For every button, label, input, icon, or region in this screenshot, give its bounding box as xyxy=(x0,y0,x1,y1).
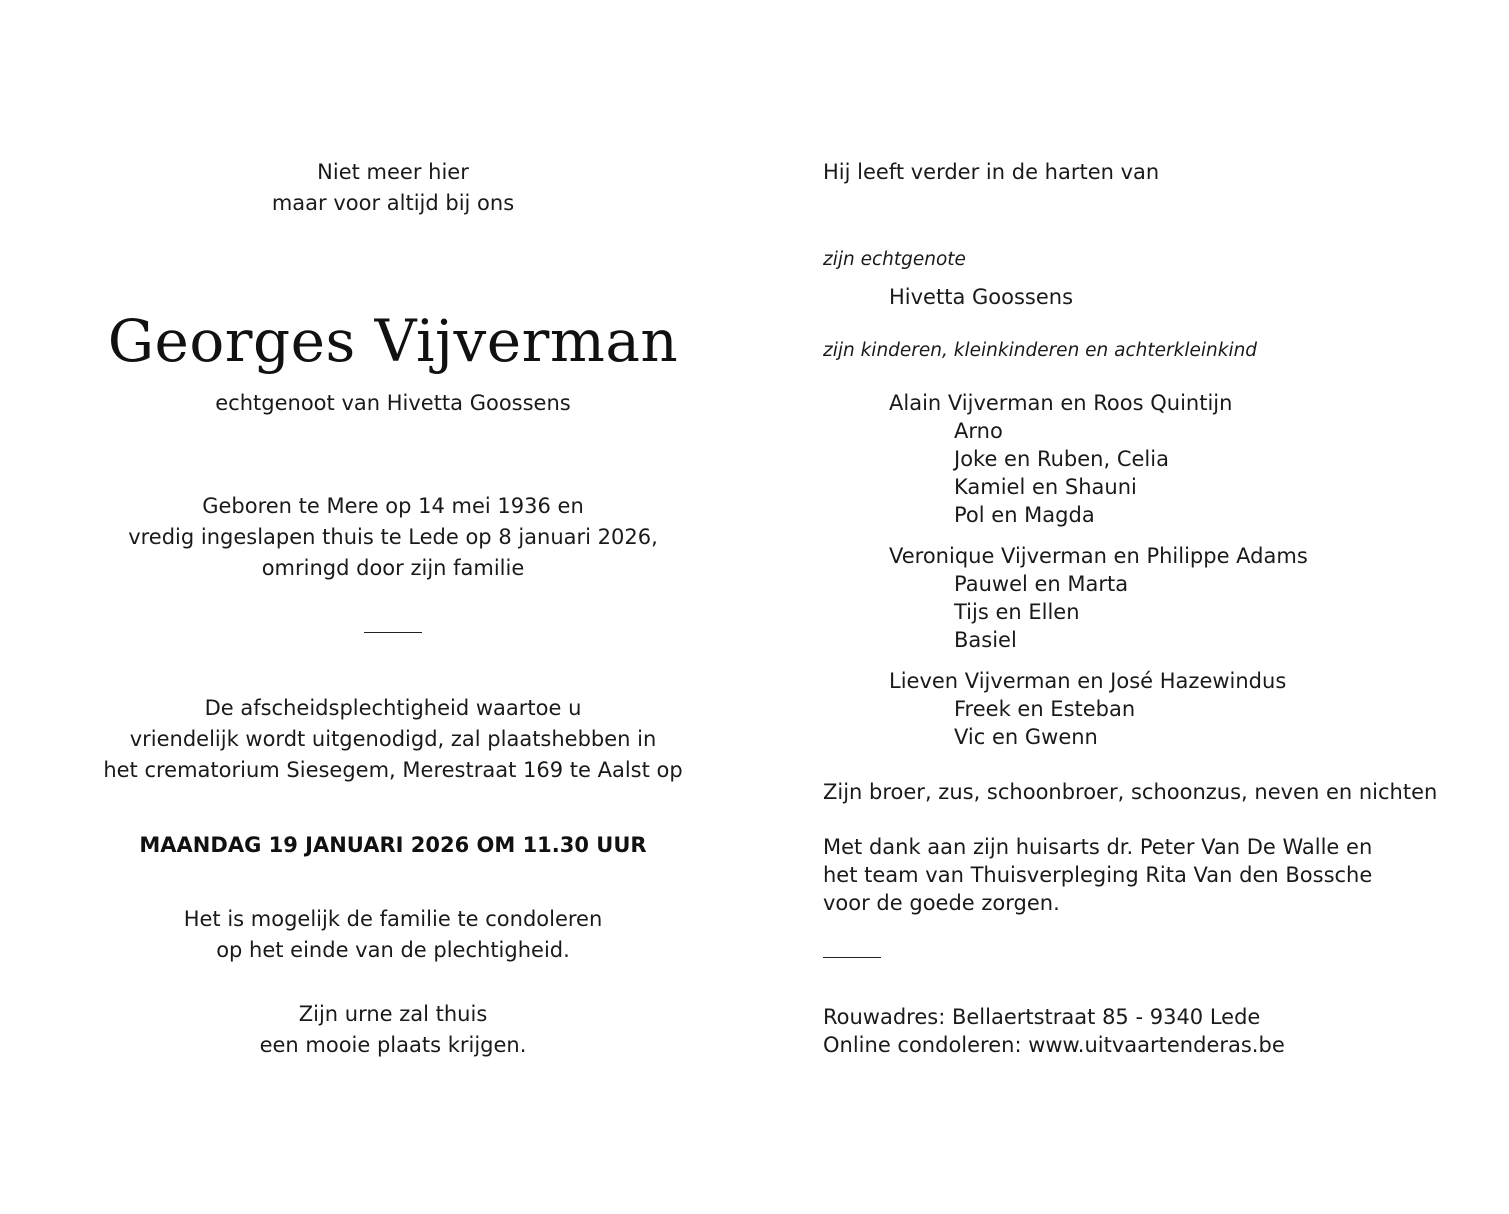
service-date: MAANDAG 19 JANUARI 2026 OM 11.30 UUR xyxy=(139,833,647,857)
urn-line-2: een mooie plaats krijgen. xyxy=(259,1033,527,1057)
family-3-parents: Lieven Vijverman en José Hazewindus xyxy=(889,669,1287,693)
family-3-child: Vic en Gwenn xyxy=(954,725,1098,749)
spouse-line: echtgenoot van Hivetta Goossens xyxy=(215,391,571,415)
family-1-child: Kamiel en Shauni xyxy=(954,475,1137,499)
birth-line-2: vredig ingeslapen thuis te Lede op 8 januari 2026, xyxy=(128,525,658,549)
invitation-line-1: De afscheidsplechtigheid waartoe u xyxy=(204,696,582,720)
online-condolence-link: Online condoleren: www.uitvaartenderas.be xyxy=(823,1033,1285,1057)
invitation-line-3: het crematorium Siesegem, Merestraat 169 te Aalst op xyxy=(103,758,683,782)
family-1-child: Arno xyxy=(954,419,1003,443)
deceased-name: Georges Vijverman xyxy=(107,307,679,375)
left-divider xyxy=(364,632,422,633)
family-2-child: Pauwel en Marta xyxy=(954,572,1129,596)
birth-line-1: Geboren te Mere op 14 mei 1936 en xyxy=(202,494,584,518)
thanks-line-3: voor de goede zorgen. xyxy=(823,891,1060,915)
family-2-parents: Veronique Vijverman en Philippe Adams xyxy=(889,544,1308,568)
motto-line-1: Niet meer hier xyxy=(317,160,469,184)
mourning-address: Rouwadres: Bellaertstraat 85 - 9340 Lede xyxy=(823,1005,1261,1029)
thanks-line-1: Met dank aan zijn huisarts dr. Peter Van De Walle en xyxy=(823,835,1373,859)
spouse-label: zijn echtgenote xyxy=(823,249,966,270)
children-label: zijn kinderen, kleinkinderen en achterkleinkind xyxy=(823,340,1258,361)
family-2-child: Tijs en Ellen xyxy=(954,600,1080,624)
spouse-name: Hivetta Goossens xyxy=(889,285,1074,309)
thanks-line-2: het team van Thuisverpleging Rita Van den Bossche xyxy=(823,863,1373,887)
family-3-child: Freek en Esteban xyxy=(954,697,1136,721)
condolence-line-2: op het einde van de plechtigheid. xyxy=(216,938,570,962)
motto-line-2: maar voor altijd bij ons xyxy=(271,191,515,215)
family-2-child: Basiel xyxy=(954,628,1017,652)
condolence-line-1: Het is mogelijk de familie te condoleren xyxy=(183,907,603,931)
right-divider xyxy=(823,957,881,958)
urn-line-1: Zijn urne zal thuis xyxy=(298,1002,488,1026)
family-1-child: Joke en Ruben, Celia xyxy=(954,447,1169,471)
family-1-child: Pol en Magda xyxy=(954,503,1095,527)
invitation-line-2: vriendelijk wordt uitgenodigd, zal plaatshebben in xyxy=(129,727,657,751)
family-1-parents: Alain Vijverman en Roos Quintijn xyxy=(889,391,1233,415)
birth-line-3: omringd door zijn familie xyxy=(261,556,525,580)
survivors-intro: Hij leeft verder in de harten van xyxy=(823,160,1160,184)
relatives-line: Zijn broer, zus, schoonbroer, schoonzus, neven en nichten xyxy=(823,780,1438,804)
